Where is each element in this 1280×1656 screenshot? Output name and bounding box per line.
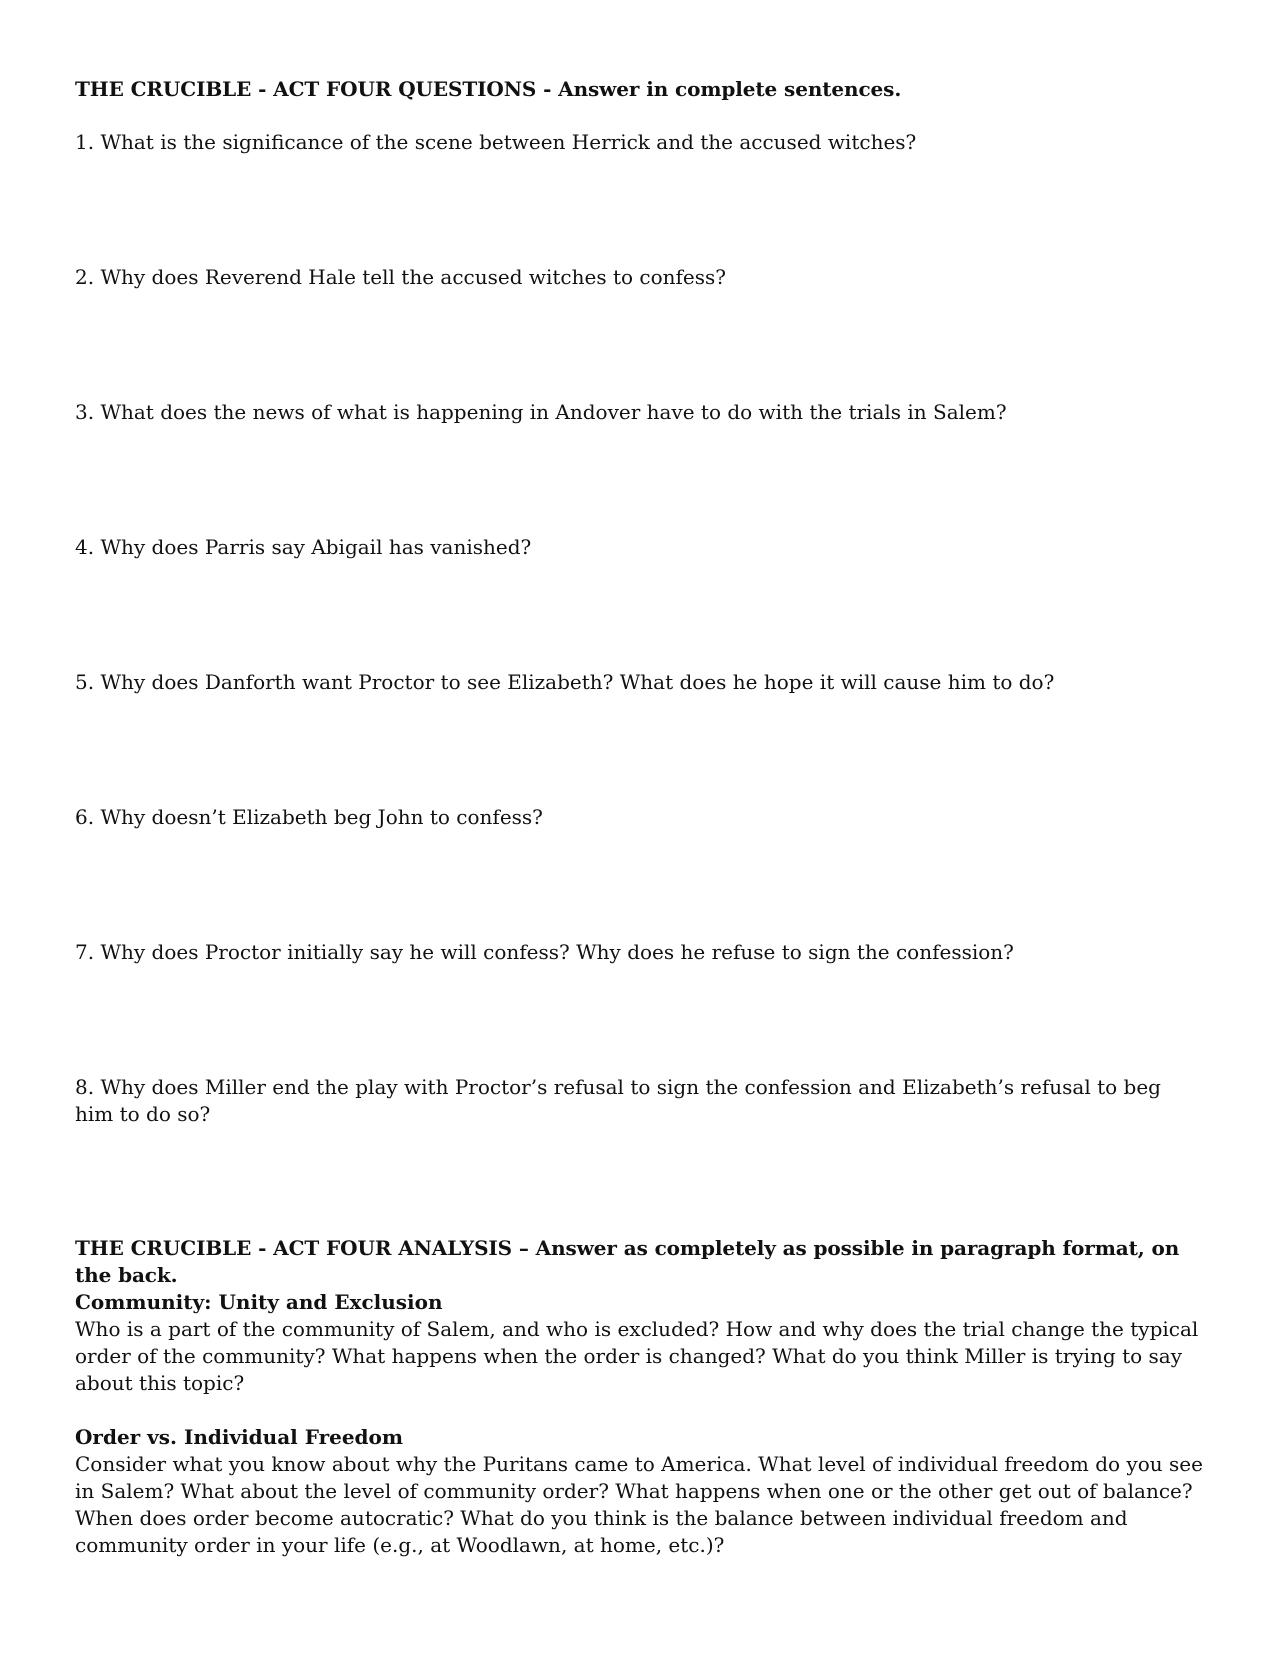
question-5: 5. Why does Danforth want Proctor to see Elizabeth? What does he hope it will cause him to do? xyxy=(75,670,1055,694)
section-heading-order: Order vs. Individual Freedom xyxy=(75,1425,404,1449)
question-8: 8. Why does Miller end the play with Proctor’s refusal to sign the confession and Elizabeth’s refusal to beg him to do so? xyxy=(75,1075,1161,1126)
section-body-order: Consider what you know about why the Puritans came to America. What level of individual freedom do you see in Salem? What about the level of community order? What happens when one or the other get out of balance? When does order become autocratic? What do you think is the balance between individual freedom and community order in your life (e.g., at Woodlawn, at home, etc.)? xyxy=(75,1452,1203,1557)
question-2: 2. Why does Reverend Hale tell the accused witches to confess? xyxy=(75,265,726,289)
section-heading-community: Community: Unity and Exclusion xyxy=(75,1290,443,1314)
question-7: 7. Why does Proctor initially say he will confess? Why does he refuse to sign the confession? xyxy=(75,940,1014,964)
question-3: 3. What does the news of what is happening in Andover have to do with the trials in Salem? xyxy=(75,400,1007,424)
section-body-community: Who is a part of the community of Salem, and who is excluded? How and why does the trial change the typical order of the community? What happens when the order is changed? What do you think Miller is trying to say about this topic? xyxy=(75,1317,1199,1395)
worksheet-title: THE CRUCIBLE - ACT FOUR QUESTIONS - Answer in complete sentences. xyxy=(75,77,902,101)
question-6: 6. Why doesn’t Elizabeth beg John to confess? xyxy=(75,805,543,829)
question-4: 4. Why does Parris say Abigail has vanished? xyxy=(75,535,532,559)
analysis-title: THE CRUCIBLE - ACT FOUR ANALYSIS – Answer as completely as possible in paragraph format, on the back. xyxy=(75,1236,1180,1287)
question-1: 1. What is the significance of the scene between Herrick and the accused witches? xyxy=(75,130,917,154)
